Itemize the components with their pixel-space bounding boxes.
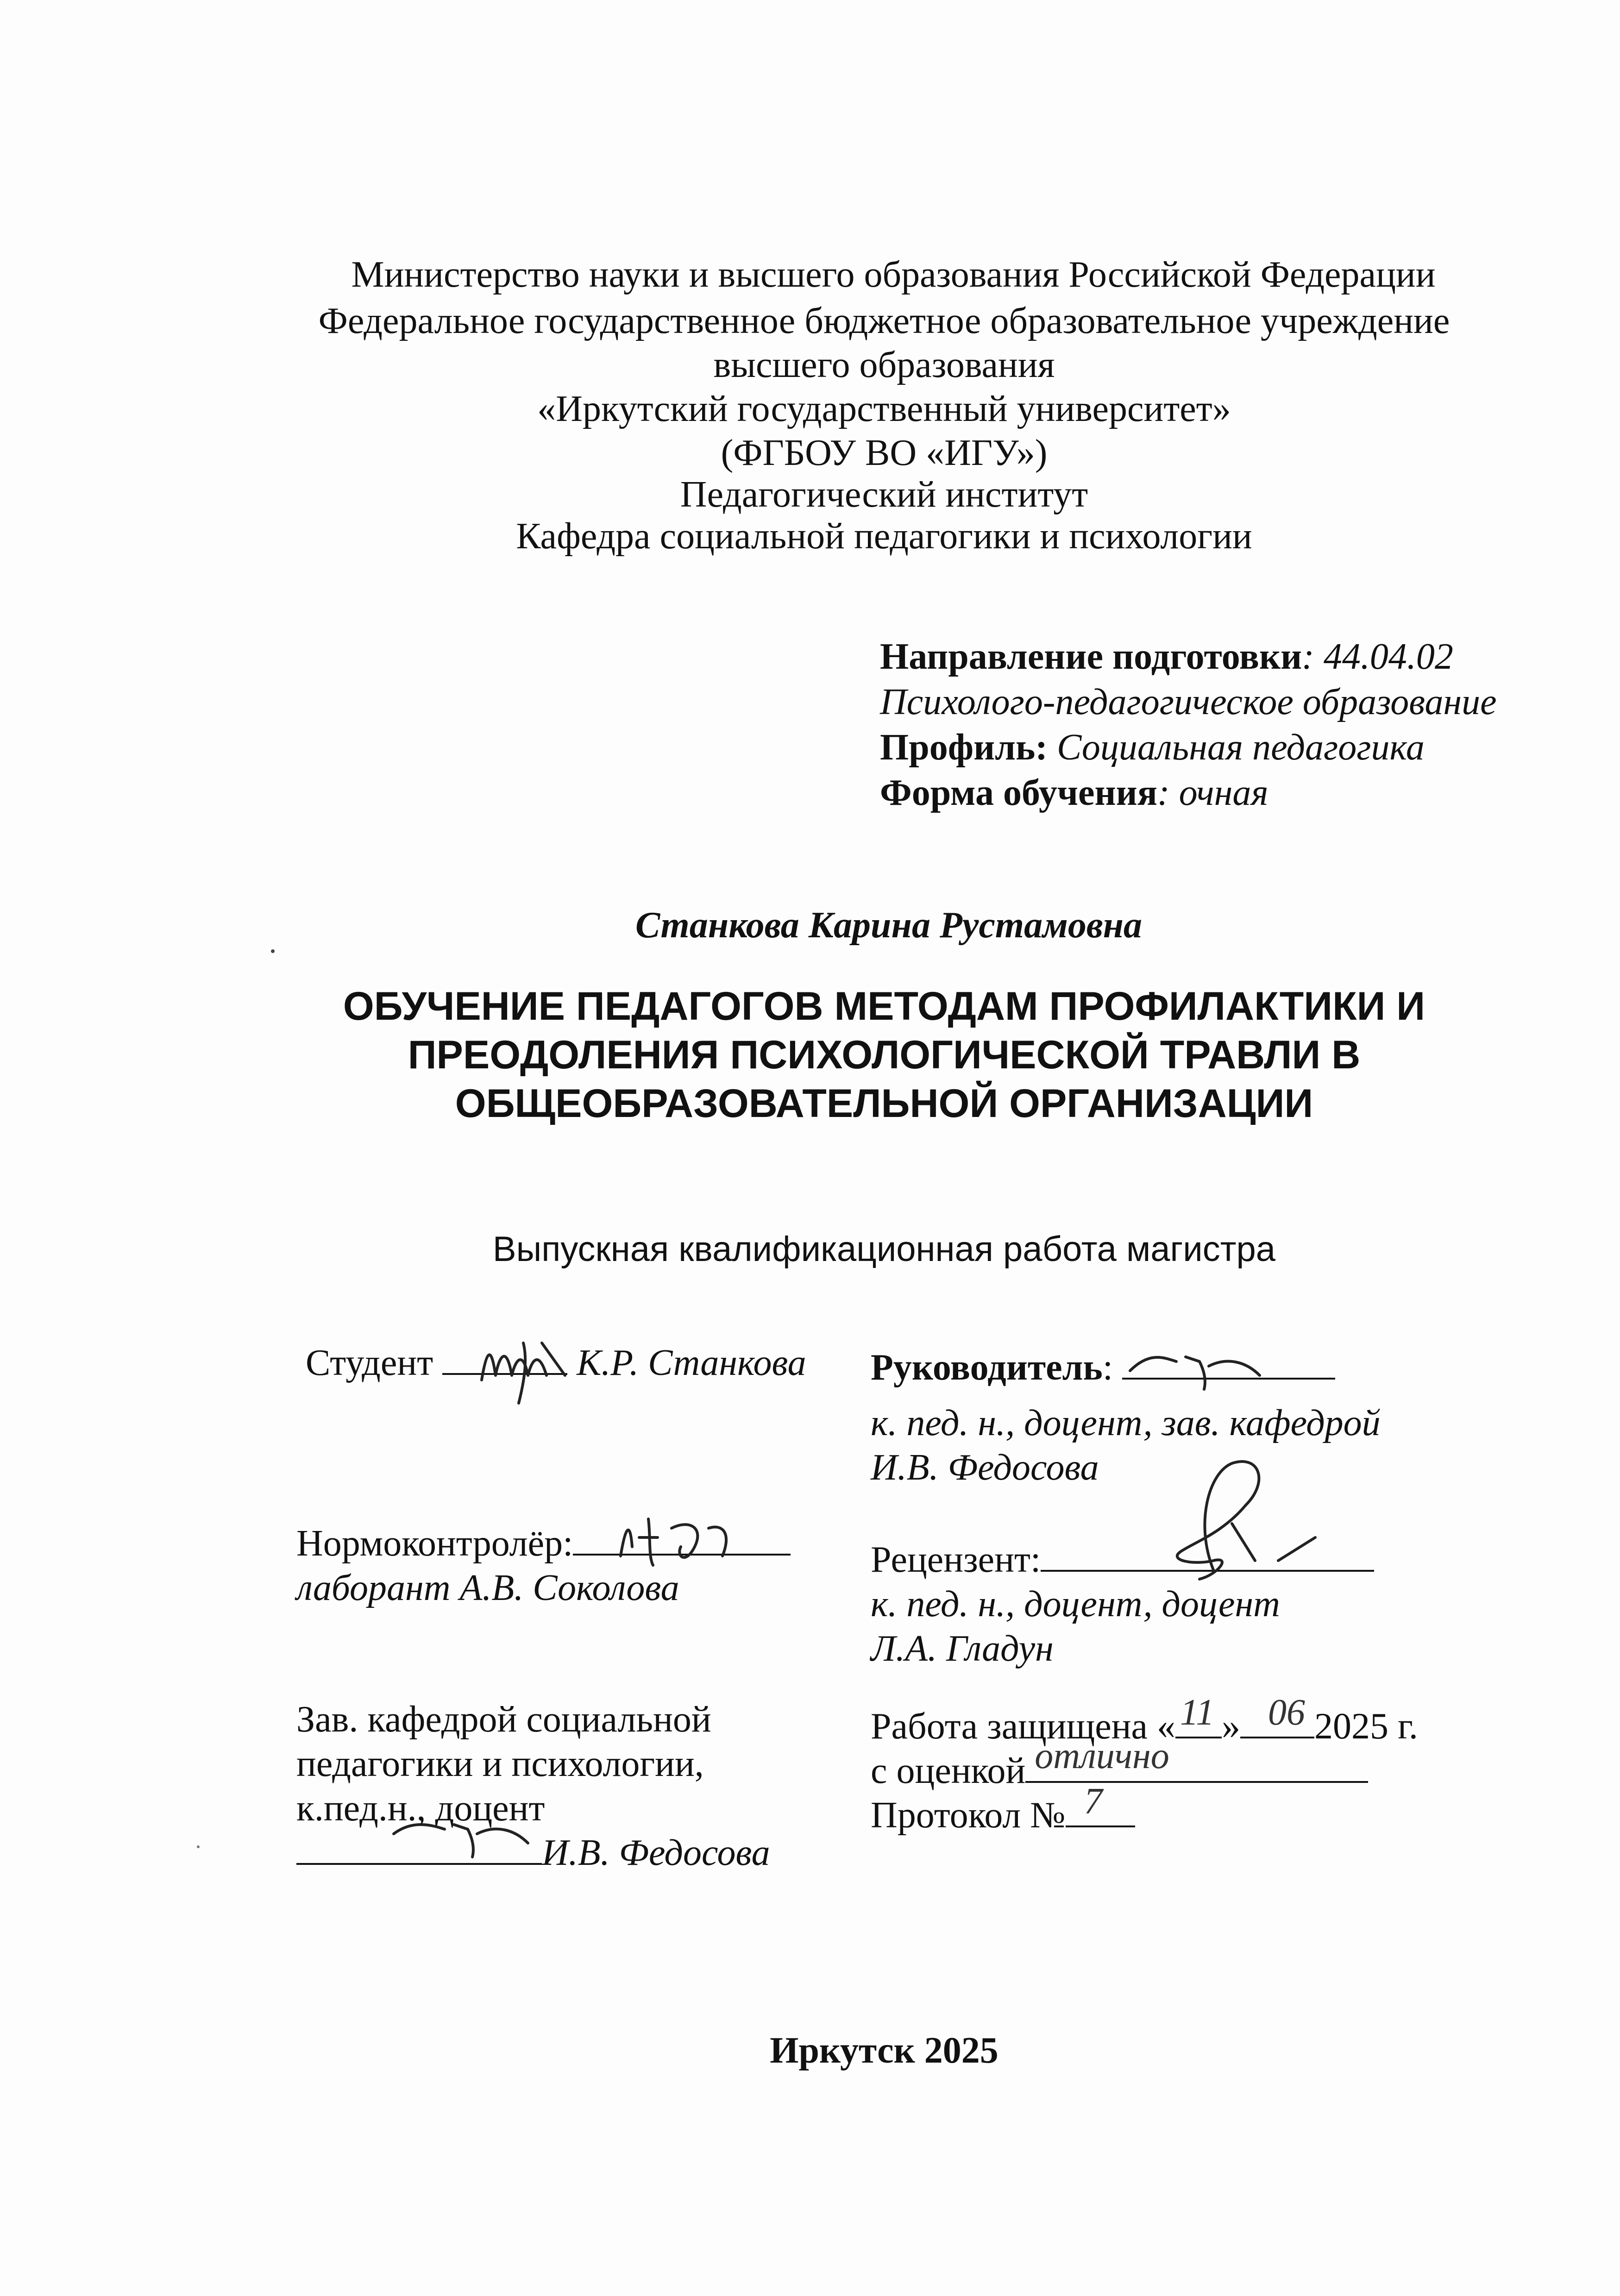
supervisor-block: [871, 1345, 1565, 1490]
head-name: И.В. Федосова: [542, 1832, 770, 1873]
normcontrol-label: Нормоконтролёр:: [296, 1523, 573, 1564]
reviewer-label: Рецензент:: [871, 1539, 1041, 1580]
protocol-label: Протокол №: [871, 1795, 1066, 1836]
defended-mid: »: [1222, 1706, 1241, 1747]
supervisor-label: Руководитель: [871, 1347, 1103, 1388]
reviewer-block: [871, 1537, 1374, 1671]
normcontrol-block: [296, 1521, 791, 1610]
abbr-line: (ФГБОУ ВО «ИГУ»): [721, 433, 1048, 473]
author-name: Станкова Карина Рустамовна: [635, 905, 1143, 946]
reviewer-row: [871, 1537, 1374, 1582]
supervisor-colon: :: [1102, 1347, 1113, 1388]
grade-label: с оценкой: [871, 1750, 1026, 1791]
normcontrol-role: лаборант А.В. Соколова: [296, 1568, 679, 1608]
program-block: [880, 634, 1575, 816]
institution-type-line: Федеральное государственное бюджетное образовательное учреждение: [318, 301, 1450, 341]
defended-year: 2025 г.: [1314, 1706, 1418, 1747]
form-value: : очная: [1157, 772, 1268, 813]
direction-row: [880, 634, 1575, 680]
head-signature-line: [296, 1831, 542, 1865]
direction-label: Направление подготовки: [880, 636, 1302, 677]
thesis-title-line3: ОБЩЕОБРАЗОВАТЕЛЬНОЙ ОРГАНИЗАЦИИ: [455, 1081, 1313, 1126]
defended-day: 11: [1180, 1692, 1215, 1733]
grade-row: [871, 1736, 1418, 1793]
protocol-line: [1066, 1781, 1135, 1827]
direction-code: : 44.04.02: [1302, 636, 1453, 677]
head-sign-row: [296, 1831, 770, 1875]
grade-line: [1025, 1736, 1368, 1783]
scan-speck: [197, 1845, 200, 1848]
ministry-line: Министерство науки и высшего образования Российской Федерации: [351, 254, 1436, 295]
defended-day-line: [1175, 1692, 1222, 1738]
head-line1: Зав. кафедрой социальной: [296, 1699, 711, 1740]
head-block: [296, 1697, 770, 1875]
supervisor-row: [871, 1345, 1565, 1401]
scan-speck: [271, 949, 275, 953]
department-line: Кафедра социальной педагогики и психологии: [516, 516, 1252, 557]
protocol-row: [871, 1781, 1418, 1838]
defended-month: 06: [1268, 1692, 1306, 1733]
footer-city-year: Иркутск 2025: [770, 2030, 998, 2071]
student-signature-line: [442, 1341, 567, 1375]
form-label: Форма обучения: [880, 772, 1157, 813]
profile-label: Профиль:: [880, 727, 1048, 768]
normcontrol-signature-line: [573, 1521, 791, 1556]
student-name: К.Р. Станкова: [577, 1342, 806, 1383]
thesis-title-line1: ОБУЧЕНИЕ ПЕДАГОГОВ МЕТОДАМ ПРОФИЛАКТИКИ И: [343, 984, 1425, 1029]
student-row: [306, 1341, 806, 1385]
form-row: [880, 771, 1575, 816]
defended-prefix: Работа защищена «: [871, 1706, 1176, 1747]
university-line: «Иркутский государственный университет»: [537, 389, 1231, 429]
supervisor-title: к. пед. н., доцент, зав. кафедрой: [871, 1403, 1381, 1443]
reviewer-title: к. пед. н., доцент, доцент: [871, 1584, 1280, 1625]
supervisor-signature-line: [1122, 1345, 1335, 1380]
supervisor-name: И.В. Федосова: [871, 1447, 1099, 1488]
defended-month-line: [1240, 1692, 1314, 1738]
protocol-number: 7: [1084, 1781, 1103, 1822]
work-type: Выпускная квалификационная работа магистра: [492, 1230, 1276, 1269]
institute-line: Педагогический институт: [680, 474, 1088, 515]
institution-level-line: высшего образования: [713, 345, 1055, 385]
student-label: Студент: [306, 1342, 433, 1383]
direction-name: Психолого-педагогическое образование: [880, 682, 1497, 722]
head-line3: к.пед.н., доцент: [296, 1788, 545, 1829]
reviewer-name: Л.А. Гладун: [871, 1628, 1054, 1669]
thesis-title-line2: ПРЕОДОЛЕНИЯ ПСИХОЛОГИЧЕСКОЙ ТРАВЛИ В: [408, 1033, 1361, 1077]
profile-value: Социальная педагогика: [1048, 727, 1425, 768]
reviewer-signature-line: [1041, 1537, 1374, 1572]
defense-block: [871, 1692, 1418, 1838]
grade-value: отлично: [1035, 1736, 1169, 1776]
profile-row: [880, 725, 1575, 771]
normcontrol-row: [296, 1521, 791, 1566]
head-line2: педагогики и психологии,: [296, 1744, 704, 1784]
